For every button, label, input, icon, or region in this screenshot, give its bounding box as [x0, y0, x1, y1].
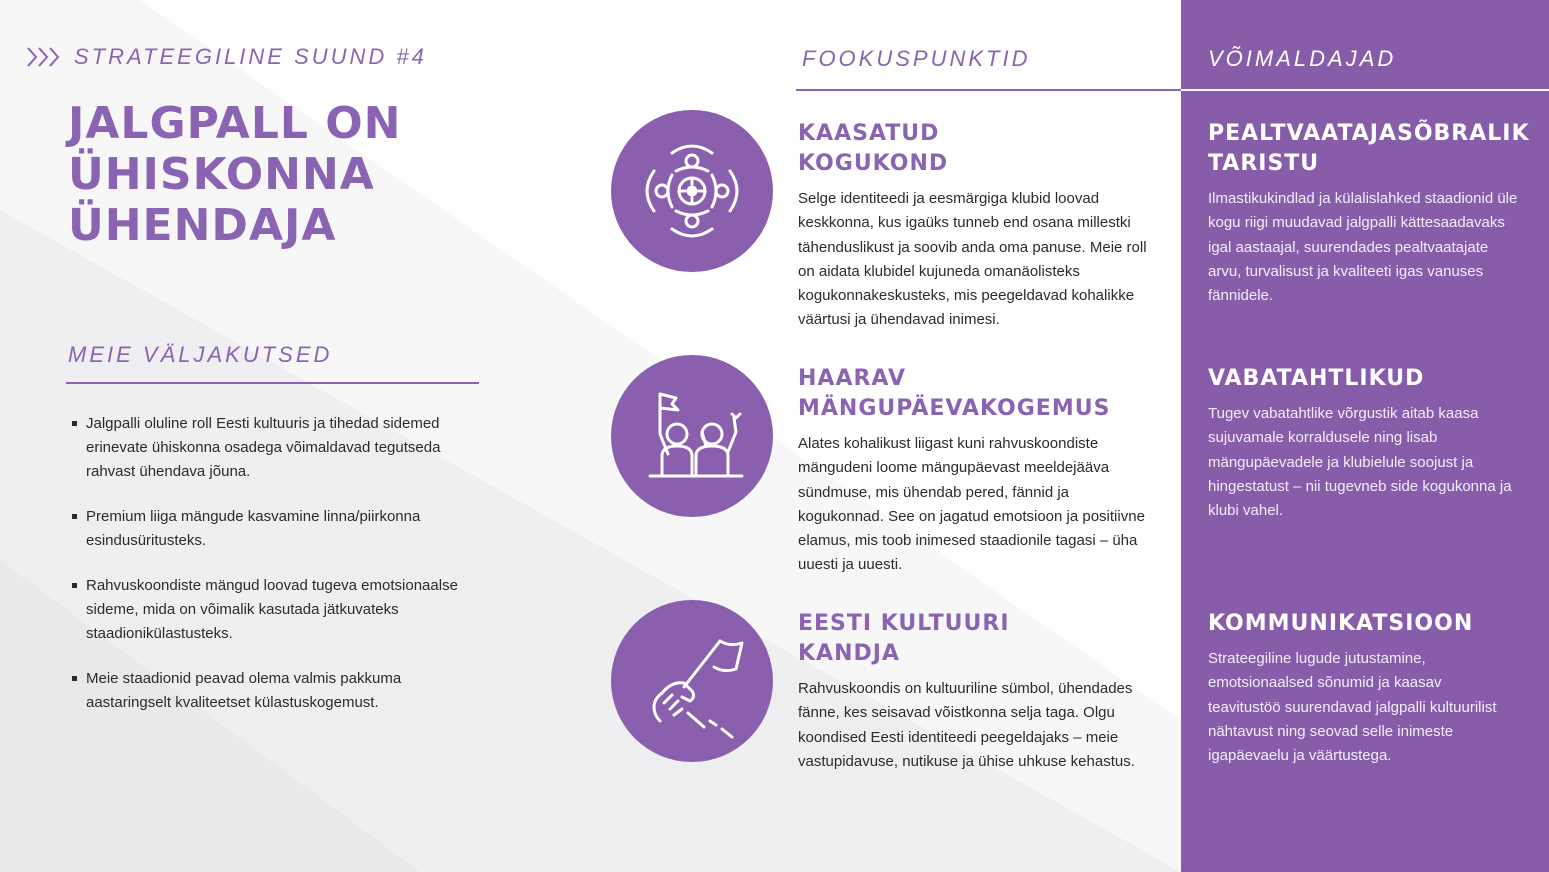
enabler-volunteers — [1208, 364, 1518, 523]
bullet-square-icon — [72, 514, 77, 519]
enabler-text: Strateegiline lugude jutustamine, emotsionaalsed sõnumid ja kaasav teavitustöö suurendavad jalgpalli kultuurilist nähtavust ning seovad selle inimeste igapäevaelu ja väärtustega. — [1208, 650, 1497, 765]
focus-title: HAARAV MÄNGUPÄEVAKOGEMUS — [798, 366, 1111, 421]
enabler-text: Tugev vabatahtlike võrgustik aitab kaasa sujuvamale korraldusele ning lisab mängupäevadele ja klubielule soojust ja hingestatust – nii tugevneb side kogukonna ja klubi vahel. — [1208, 405, 1512, 520]
enabler-communication — [1208, 609, 1518, 768]
focus-item-matchday — [798, 364, 1154, 578]
enabler-title: KOMMUNIKATSIOON — [1208, 611, 1474, 636]
focus-text: Alates kohalikust liigast kuni rahvuskoondiste mängudeni loome mängupäevast meeldejääva sündmuse, mis ühendab pered, fännid ja kogukonnad. See on jagatud emotsioon ja positiivne elamus, mis toob inimesed staadionile tagasi – üha uuesti ja uuesti. — [798, 435, 1145, 574]
bullet-square-icon — [72, 583, 77, 588]
challenges-list — [72, 412, 482, 736]
cheering-fans-icon — [632, 376, 752, 496]
enabler-title: VABATAHTLIKUD — [1208, 366, 1425, 391]
hand-flag-icon-circle — [611, 600, 773, 762]
list-item — [72, 574, 482, 646]
challenges-divider — [66, 382, 479, 384]
cheering-fans-icon-circle — [611, 355, 773, 517]
page-title — [68, 98, 401, 251]
title-line-3: ÜHENDAJA — [68, 200, 337, 251]
focus-points-divider — [796, 89, 1182, 91]
focus-item-culture — [798, 609, 1154, 774]
strategic-direction-kicker — [26, 44, 427, 70]
kicker-text: STRATEEGILINE SUUND #4 — [74, 44, 427, 69]
list-item — [72, 505, 482, 553]
enabler-title: PEALTVAATAJASÕBRALIK TARISTU — [1208, 121, 1530, 176]
focus-text: Selge identiteedi ja eesmärgiga klubid loovad keskkonna, kus igaüks tunneb end osana millestki tähenduslikust ja soovib anda oma panuse. Meie roll on aidata klubidel kujuneda omanäolisteks kogukonnakeskusteks, mis peegeldavad kohalikke väärtusi ja ühendavad inimesi. — [798, 190, 1147, 329]
focus-item-community — [798, 119, 1154, 333]
hand-flag-icon — [632, 621, 752, 741]
focus-title: EESTI KULTUURI KANDJA — [798, 611, 1010, 666]
focus-title: KAASATUD KOGUKOND — [798, 121, 949, 176]
community-ball-icon — [632, 131, 752, 251]
enabler-infrastructure — [1208, 119, 1530, 308]
bullet-square-icon — [72, 676, 77, 681]
enablers-divider — [1181, 89, 1549, 91]
title-line-2: ÜHISKONNA — [68, 149, 375, 200]
challenge-text: Premium liiga mängude kasvamine linna/piirkonna esindusüritusteks. — [86, 508, 421, 549]
focus-points-heading: FOOKUSPUNKTID — [802, 46, 1031, 71]
title-line-1: JALGPALL ON — [68, 98, 402, 149]
focus-text: Rahvuskoondis on kultuuriline sümbol, ühendades fänne, kes seisavad võistkonna selja taga. Olgu koondised Eesti identiteedi peegeldajaks – meie vastupidavuse, nutikuse ja ühise uhkuse kehastus. — [798, 680, 1135, 770]
bullet-square-icon — [72, 421, 77, 426]
chevrons-icon — [26, 46, 62, 68]
challenge-text: Rahvuskoondiste mängud loovad tugeva emotsionaalse sideme, mida on võimalik kasutada jätkuvateks staadionikülastusteks. — [86, 577, 458, 642]
enablers-heading: VÕIMALDAJAD — [1208, 46, 1397, 71]
list-item — [72, 667, 482, 715]
challenge-text: Meie staadionid peavad olema valmis pakkuma aastaringselt kvaliteetset külastuskogemust. — [86, 670, 402, 711]
challenges-heading: MEIE VÄLJAKUTSED — [68, 342, 333, 367]
challenge-text: Jalgpalli oluline roll Eesti kultuuris ja tihedad sidemed erinevate ühiskonna osadega võimaldavad tegutseda rahvast ühendava jõuna. — [86, 415, 441, 480]
enabler-text: Ilmastikukindlad ja külalislahked staadionid üle kogu riigi muudavad jalgpalli kättesaadavaks igal aastaajal, suurendades pealtvaatajate arvu, turvalisust ja kvaliteeti igas vanuses fännidele. — [1208, 190, 1518, 305]
community-ball-icon-circle — [611, 110, 773, 272]
list-item — [72, 412, 482, 484]
